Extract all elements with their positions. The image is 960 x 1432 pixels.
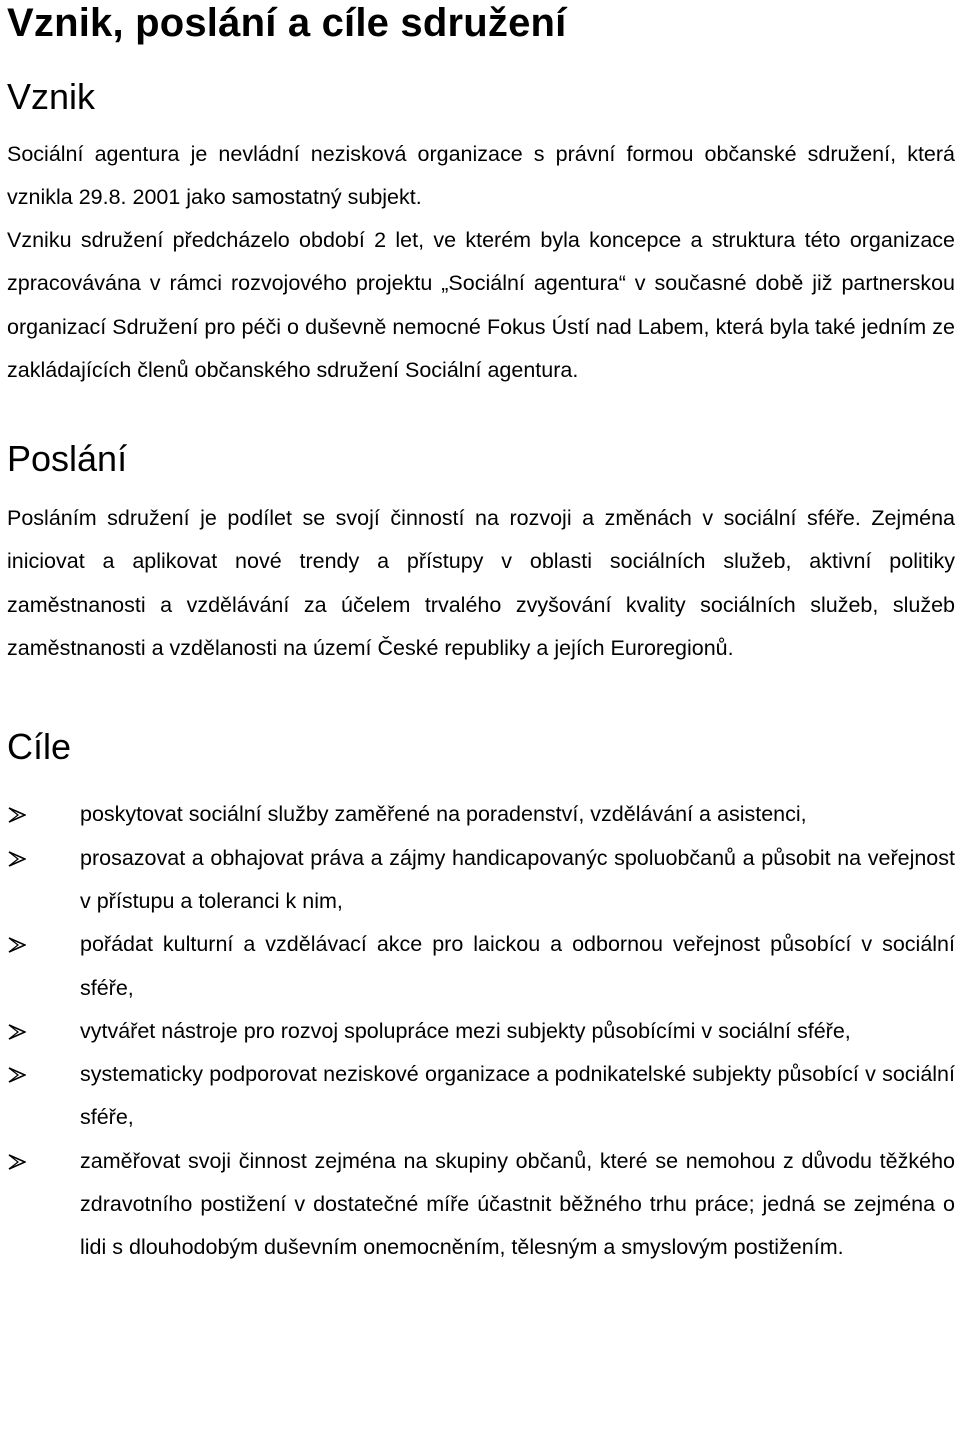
arrowhead-bullet-icon: [8, 807, 26, 823]
vznik-paragraph-2: Vzniku sdružení předcházelo období 2 let, ve kterém byla koncepce a struktura této organizace zpracovávána v rámci rozvojového projektu „Sociální agentura“ v současné době již partnerskou organizací Sdružení pro péči o duševně nemocné Fokus Ústí nad Labem, která byla také jedním ze zakládajících členů občanského sdružení Sociální agentura.: [7, 228, 955, 382]
document-page: [7, 0, 955, 1270]
section-heading-cile: Cíle: [7, 726, 72, 768]
arrowhead-bullet-icon: [8, 1067, 26, 1083]
goal-text: poskytovat sociální služby zaměřené na poradenství, vzdělávání a asistenci,: [80, 802, 807, 827]
list-item: [7, 1010, 955, 1053]
arrowhead-bullet-icon: [8, 851, 26, 867]
vznik-paragraph-1: Sociální agentura je nevládní nezisková organizace s právní formou občanské sdružení, která vznikla 29.8. 2001 jako samostatný subjekt.: [7, 142, 955, 209]
list-item: [7, 923, 955, 1010]
goals-list: [7, 793, 955, 1269]
goal-text: systematicky podporovat neziskové organizace a podnikatelské subjekty působící v sociální sféře,: [80, 1062, 955, 1130]
poslani-paragraph: Posláním sdružení je podílet se svojí činností na rozvoji a změnách v sociální sféře. Zejména iniciovat a aplikovat nové trendy a přístupy v oblasti sociálních služeb, aktivní politiky zaměstnanosti a vzdělávání za účelem trvalého zvyšování kvality sociálních služeb, služeb zaměstnanosti a vzdělanosti na území České republiky a jejích Euroregionů.: [7, 506, 955, 661]
document-title: Vznik, poslání a cíle sdružení: [7, 1, 567, 45]
goal-text: prosazovat a obhajovat práva a zájmy handicapovanýc spoluobčanů a působit na veřejnost v přístupu a toleranci k nim,: [80, 845, 955, 913]
arrowhead-bullet-icon: [8, 1024, 26, 1040]
arrowhead-bullet-icon: [8, 1154, 26, 1170]
list-item: [7, 793, 955, 836]
list-item: [7, 837, 955, 924]
list-item: [7, 1053, 955, 1140]
goal-text: vytvářet nástroje pro rozvoj spolupráce mezi subjekty působícími v sociální sféře,: [80, 1018, 851, 1043]
section-heading-vznik: Vznik: [7, 76, 96, 117]
arrowhead-bullet-icon: [8, 937, 26, 953]
section-heading-poslani: Poslání: [7, 438, 128, 480]
list-item: [7, 1140, 955, 1270]
goal-text: zaměřovat svoji činnost zejména na skupiny občanů, které se nemohou z důvodu těžkého zdravotního postižení v dostatečné míře účastnit běžného trhu práce; jedná se zejména o lidi s dlouhodobým duševním onemocněním, tělesným a smyslovým postižením.: [80, 1148, 955, 1260]
goal-text: pořádat kulturní a vzdělávací akce pro laickou a odbornou veřejnost působící v sociální sféře,: [80, 932, 955, 1000]
